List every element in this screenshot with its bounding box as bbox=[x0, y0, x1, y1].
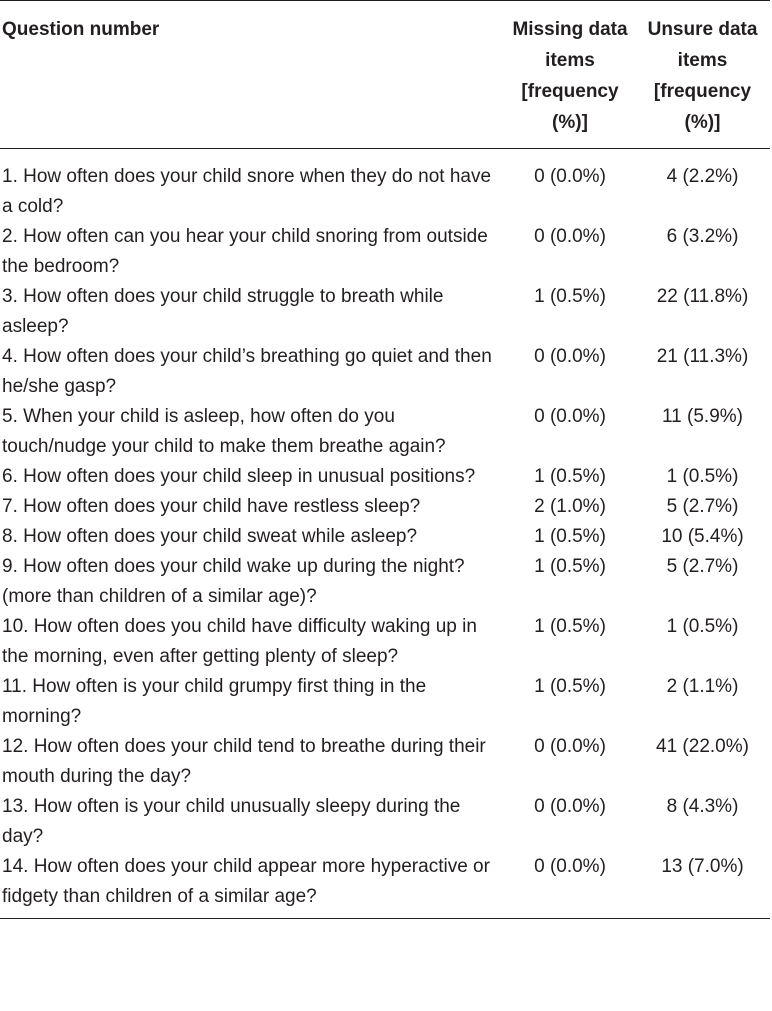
missing-cell: 1 (0.5%) bbox=[534, 286, 606, 307]
missing-cell: 0 (0.0%) bbox=[534, 856, 606, 877]
missing-data-header: Missing data items [frequency (%)] bbox=[512, 19, 628, 133]
unsure-cell: 10 (5.4%) bbox=[661, 526, 744, 547]
table-row bbox=[0, 342, 770, 402]
question-cell: 6. How often does your child sleep in unusual positions? bbox=[2, 466, 476, 487]
missing-cell: 1 (0.5%) bbox=[534, 526, 606, 547]
table-row bbox=[0, 492, 770, 522]
question-cell: 2. How often can you hear your child snoring from outside the bedroom? bbox=[2, 226, 488, 277]
unsure-cell: 1 (0.5%) bbox=[666, 466, 739, 487]
unsure-data-header: Unsure data items [frequency (%)] bbox=[647, 19, 758, 133]
question-cell: 13. How often is your child unusually sleepy during the day? bbox=[2, 796, 461, 847]
missing-cell: 0 (0.0%) bbox=[534, 736, 606, 757]
question-cell: 8. How often does your child sweat while asleep? bbox=[2, 526, 418, 547]
table-row bbox=[0, 612, 770, 672]
table-row bbox=[0, 552, 770, 612]
missing-cell: 0 (0.0%) bbox=[534, 166, 606, 187]
unsure-cell: 5 (2.7%) bbox=[666, 556, 739, 577]
unsure-cell: 5 (2.7%) bbox=[666, 496, 739, 517]
missing-cell: 1 (0.5%) bbox=[534, 556, 606, 577]
question-cell: 10. How often does you child have difficulty waking up in the morning, even after getting plenty of sleep? bbox=[2, 616, 477, 667]
table-header-row bbox=[0, 1, 770, 149]
table-row bbox=[0, 732, 770, 792]
table-row bbox=[0, 282, 770, 342]
unsure-cell: 8 (4.3%) bbox=[666, 796, 739, 817]
missing-cell: 0 (0.0%) bbox=[534, 406, 606, 427]
unsure-cell: 21 (11.3%) bbox=[656, 346, 749, 367]
question-cell: 14. How often does your child appear more hyperactive or fidgety than children of a similar age? bbox=[2, 856, 490, 907]
missing-cell: 0 (0.0%) bbox=[534, 346, 606, 367]
unsure-cell: 11 (5.9%) bbox=[662, 406, 743, 427]
table-body bbox=[0, 149, 770, 919]
table-row bbox=[0, 462, 770, 492]
question-cell: 5. When your child is asleep, how often do you touch/nudge your child to make them breathe again? bbox=[2, 406, 446, 457]
table-row bbox=[0, 149, 770, 223]
table-row bbox=[0, 672, 770, 732]
question-cell: 12. How often does your child tend to breathe during their mouth during the day? bbox=[2, 736, 486, 787]
unsure-cell: 41 (22.0%) bbox=[656, 736, 749, 757]
missing-cell: 2 (1.0%) bbox=[534, 496, 606, 517]
table-row bbox=[0, 222, 770, 282]
question-cell: 1. How often does your child snore when they do not have a cold? bbox=[2, 166, 492, 217]
unsure-cell: 13 (7.0%) bbox=[661, 856, 744, 877]
question-cell: 7. How often does your child have restless sleep? bbox=[2, 496, 421, 517]
question-cell: 4. How often does your child’s breathing go quiet and then he/she gasp? bbox=[2, 346, 492, 397]
missing-cell: 0 (0.0%) bbox=[534, 796, 606, 817]
question-cell: 3. How often does your child struggle to breath while asleep? bbox=[2, 286, 444, 337]
unsure-cell: 4 (2.2%) bbox=[666, 166, 739, 187]
question-number-header: Question number bbox=[2, 19, 160, 40]
table-row bbox=[0, 852, 770, 919]
question-cell: 9. How often does your child wake up during the night? (more than children of a similar age)? bbox=[2, 556, 465, 607]
unsure-cell: 2 (1.1%) bbox=[666, 676, 739, 697]
missing-cell: 1 (0.5%) bbox=[534, 676, 606, 697]
table-row bbox=[0, 522, 770, 552]
table-row bbox=[0, 402, 770, 462]
question-cell: 11. How often is your child grumpy first thing in the morning? bbox=[2, 676, 427, 727]
missing-cell: 1 (0.5%) bbox=[534, 466, 606, 487]
table-row bbox=[0, 792, 770, 852]
unsure-cell: 1 (0.5%) bbox=[666, 616, 739, 637]
missing-cell: 0 (0.0%) bbox=[534, 226, 606, 247]
missing-cell: 1 (0.5%) bbox=[534, 616, 606, 637]
unsure-cell: 22 (11.8%) bbox=[656, 286, 749, 307]
unsure-cell: 6 (3.2%) bbox=[666, 226, 739, 247]
